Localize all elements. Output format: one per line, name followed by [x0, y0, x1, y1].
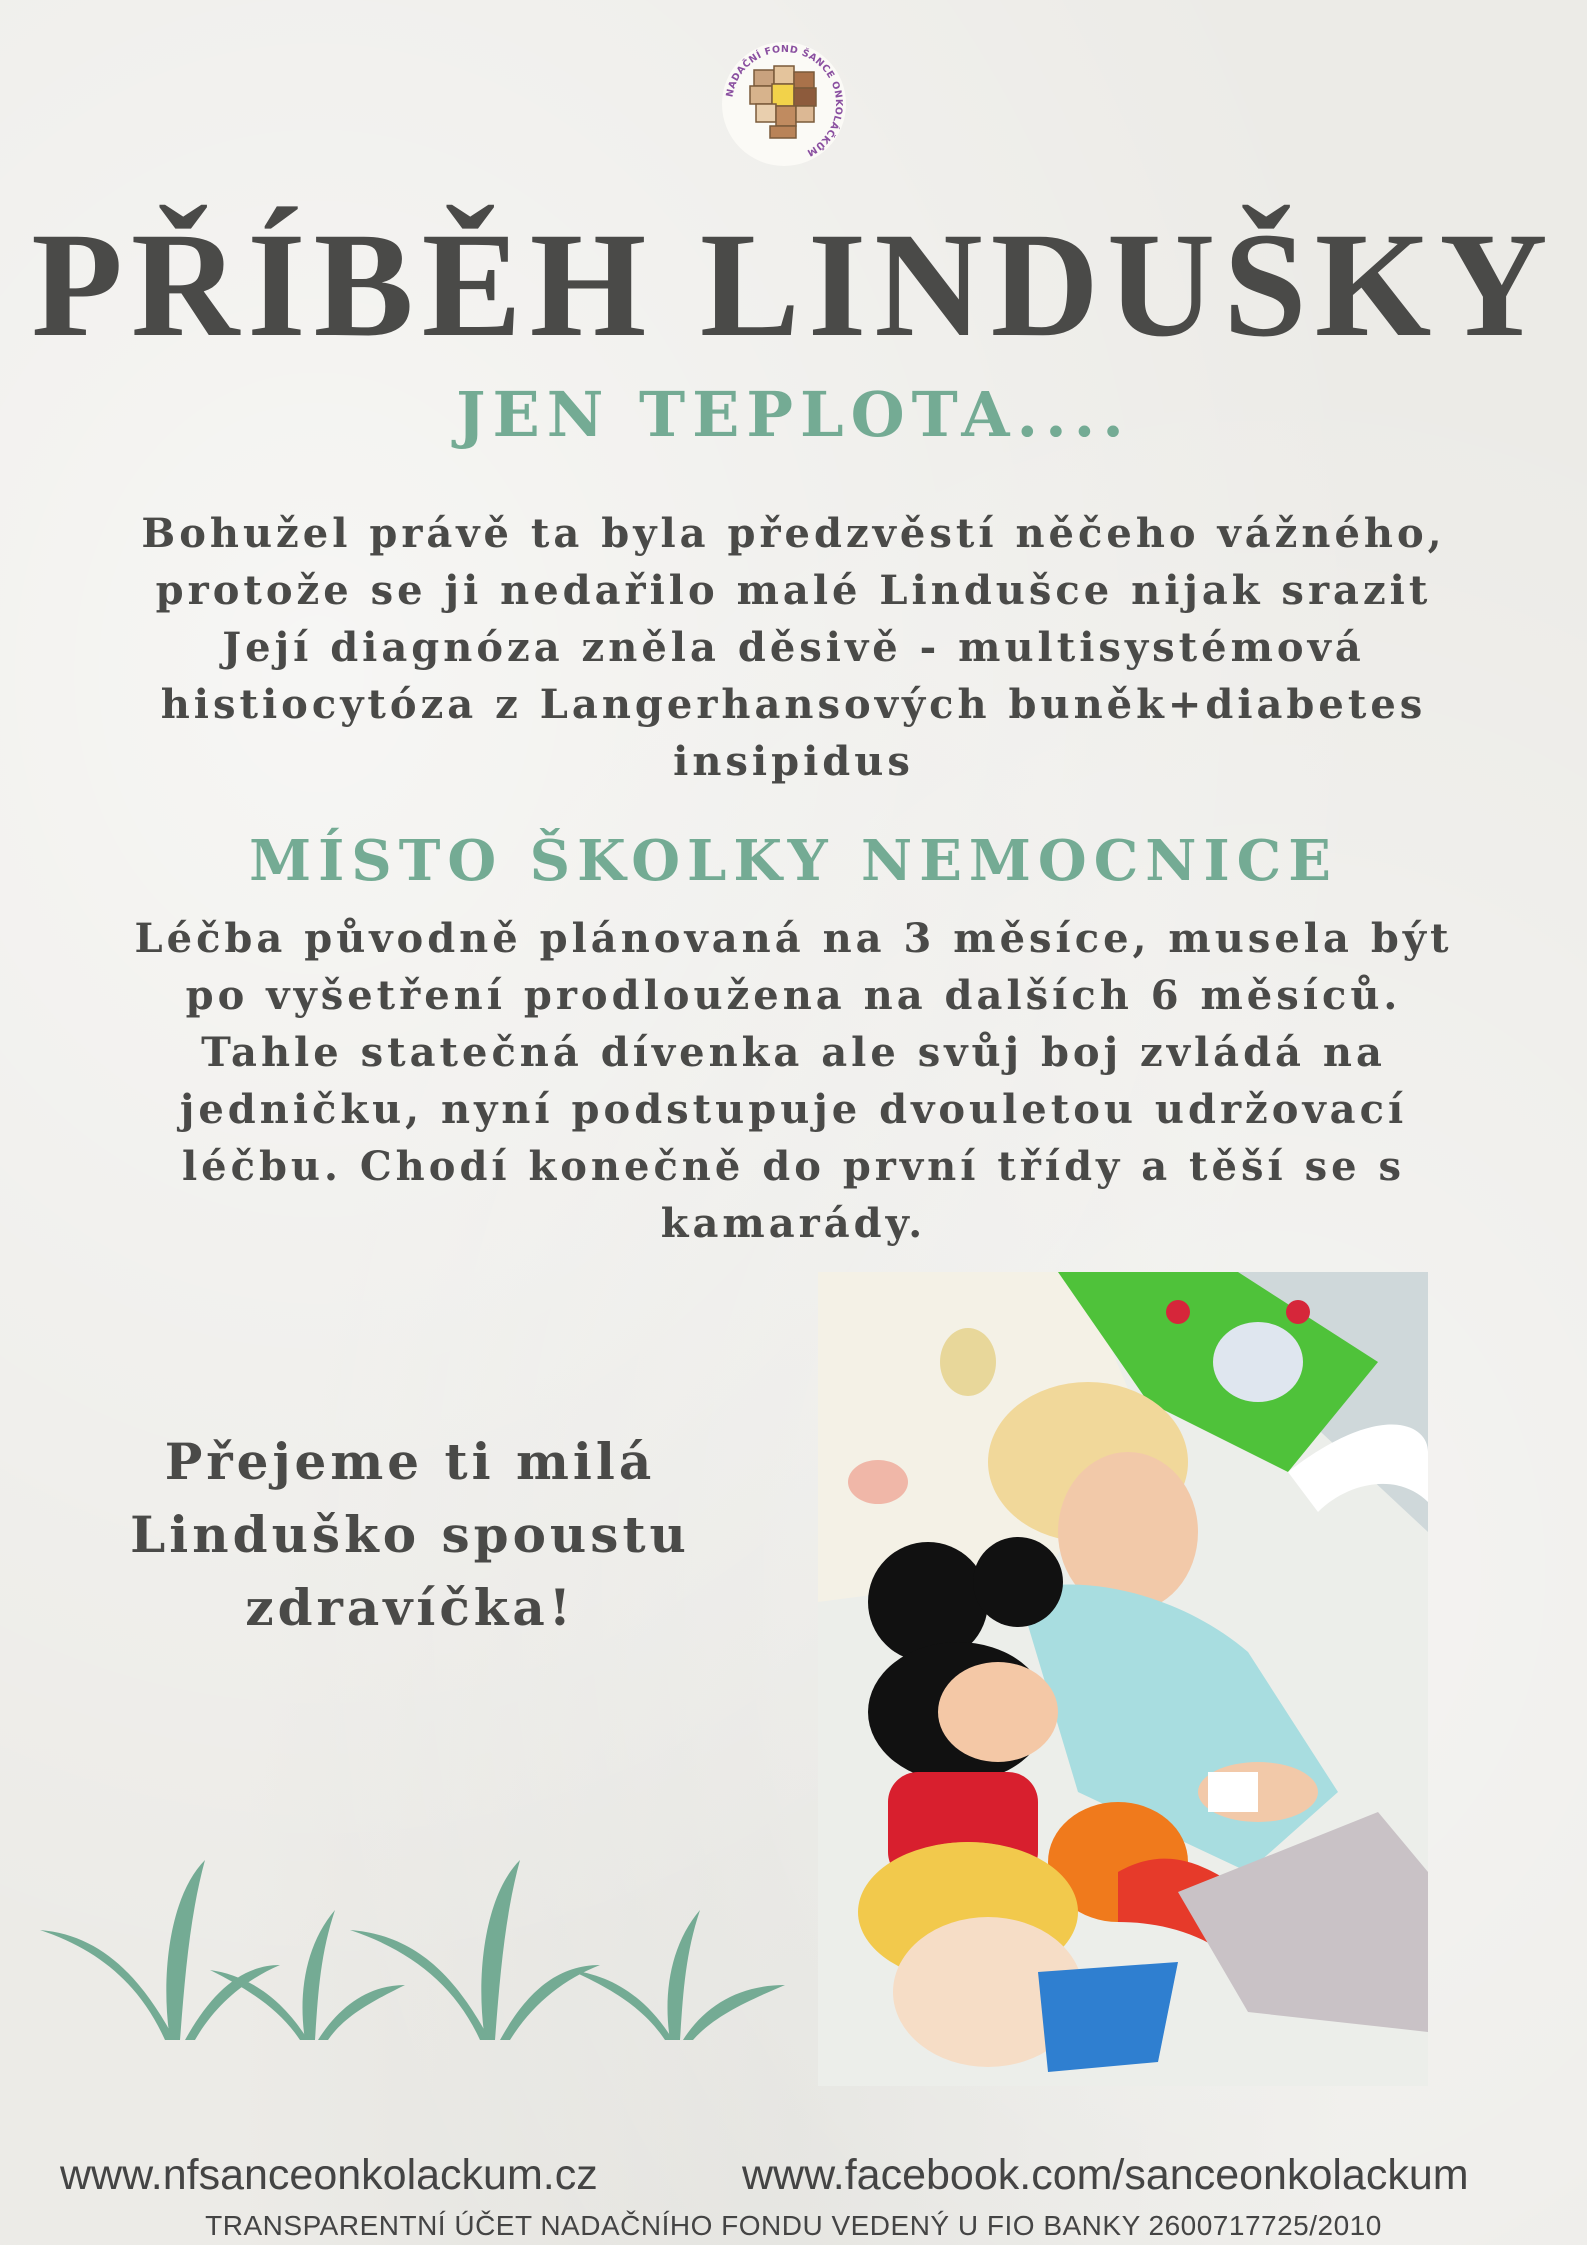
text-line: Tahle statečná dívenka ale svůj boj zvládá na: [201, 1029, 1386, 1076]
logo-ring-text: NADAČNÍ FOND ŠANCE ONKOLÁČKŮM: [724, 43, 845, 159]
text-line: Její diagnóza zněla děsivě - multisystémová: [222, 624, 1365, 671]
text-line: histiocytóza z Langerhansových buněk+diabetes: [160, 681, 1427, 728]
text-line: protože se ji nedařilo malé Lindušce nijak srazit: [155, 567, 1432, 614]
grass-sprouts-svg: [40, 1855, 800, 2045]
section-heading-fever: JEN TEPLOTA....: [456, 378, 1131, 451]
text-line: kamarády.: [660, 1200, 927, 1247]
wish-text: [100, 1425, 720, 1644]
facebook-link[interactable]: www.facebook.com/sanceonkolackum: [742, 2151, 1469, 2199]
wish-line: Linduško spoustu: [130, 1505, 690, 1564]
section-text-hospital: [120, 910, 1467, 1252]
wish-line: zdravíčka!: [245, 1578, 575, 1637]
text-line: Bohužel právě ta byla předzvěstí něčeho vážného,: [141, 510, 1446, 557]
grass-sprouts-icon: [40, 1855, 800, 2045]
bank-account-text: TRANSPARENTNÍ ÚČET NADAČNÍHO FONDU VEDENÝ U FIO BANKY 2600717725/2010: [205, 2210, 1382, 2241]
text-line: léčbu. Chodí konečně do první třídy a těší se s: [181, 1143, 1406, 1190]
photo-illustration: [818, 1272, 1428, 2086]
section-heading-hospital: MÍSTO ŠKOLKY NEMOCNICE: [249, 828, 1338, 894]
page-title: PŘÍBĚH LINDUŠKY: [31, 202, 1556, 368]
website-link[interactable]: www.nfsanceonkolackum.cz: [60, 2151, 598, 2199]
text-line: jedničku, nyní podstupuje dvouletou udržovací: [179, 1086, 1408, 1133]
wish-line: Přejeme ti milá: [164, 1432, 656, 1491]
girl-in-hospital-bed-photo: [818, 1272, 1428, 2086]
text-line: insipidus: [673, 738, 914, 785]
section-text-fever: [120, 505, 1467, 790]
text-line: Léčba původně plánovaná na 3 měsíce, musela být: [134, 915, 1453, 962]
puzzle-heart-logo-icon: [720, 40, 848, 168]
foundation-logo: [720, 40, 848, 168]
text-line: po vyšetření prodloužena na dalších 6 měsíců.: [185, 972, 1402, 1019]
